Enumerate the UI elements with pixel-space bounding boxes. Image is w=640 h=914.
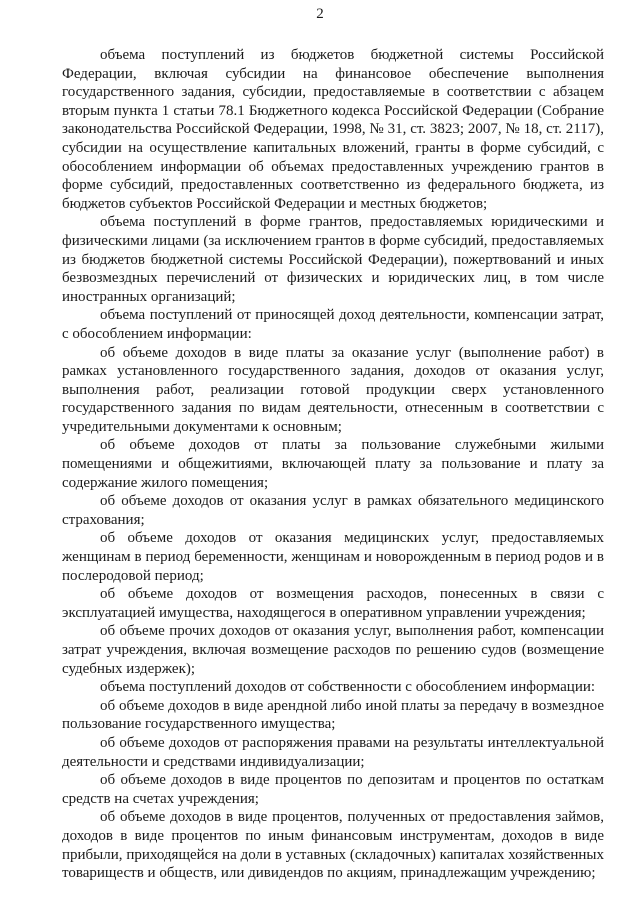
paragraph: объема поступлений в форме грантов, предоставляемых юридическими и физическими лицами (за исключением грантов в форме субсидий, предоставляемых из бюджетов бюджетной системы Российской Федерации), пожертвований и иных безвозмездных перечислений от физических и юридических лиц, в том числе иностранных организаций;	[62, 214, 604, 305]
paragraph: об объеме доходов от оказания услуг в рамках обязательного медицинского страхования;	[62, 493, 604, 528]
paragraph: об объеме доходов от платы за пользование служебными жилыми помещениями и общежитиями, включающей плату за пользование и плату за содержание жилого помещения;	[62, 437, 604, 491]
paragraph: об объеме доходов в виде процентов по депозитам и процентов по остаткам средств на счетах учреждения;	[62, 772, 604, 807]
paragraph: об объеме доходов в виде процентов, полученных от предоставления займов, доходов в виде процентов по иным финансовым инструментам, доходов в виде прибыли, приходящейся на доли в уставных (складочных) капиталах хозяйственных товариществ и обществ, или дивидендов по акциям, принадлежащим учреждению;	[62, 809, 604, 882]
paragraph: об объеме доходов в виде платы за оказание услуг (выполнение работ) в рамках установленного государственного задания, доходов от оказания услуг, выполнения работ, реализации готовой продукции сверх установленного государственного задания по видам деятельности, отнесенным в соответствии с учредительными документами к основным;	[62, 344, 604, 435]
document-body	[62, 46, 604, 883]
page-number: 2	[316, 6, 324, 22]
paragraph: об объеме прочих доходов от оказания услуг, выполнения работ, компенсации затрат учреждения, включая возмещение расходов по решению судов (возмещение судебных издержек);	[62, 623, 604, 677]
paragraph: об объеме доходов от возмещения расходов, понесенных в связи с эксплуатацией имущества, находящегося в оперативном управлении учреждения;	[62, 586, 604, 621]
paragraph: объема поступлений от приносящей доход деятельности, компенсации затрат, с обособлением информации:	[62, 307, 604, 342]
paragraph: об объеме доходов от распоряжения правами на результаты интеллектуальной деятельности и средствами индивидуализации;	[62, 734, 604, 770]
paragraph: об объеме доходов от оказания медицинских услуг, предоставляемых женщинам в период беременности, женщинам и новорожденным в период родов и в послеродовой период;	[62, 530, 604, 584]
paragraph: об объеме доходов в виде арендной либо иной платы за передачу в возмездное пользование государственного имущества;	[62, 697, 604, 733]
paragraph: объема поступлений из бюджетов бюджетной системы Российской Федерации, включая субсидии на финансовое обеспечение выполнения государственного задания, субсидии, предоставляемые в соответствии с абзацем вторым пункта 1 статьи 78.1 Бюджетного кодекса Российской Федерации (Собрание законодательства Российской Федерации, 1998, № 31, ст. 3823; 2007, № 18, ст. 2117), субсидии на осуществление капитальных вложений, гранты в форме субсидий, с обособлением информации об объемах предоставленных учреждению грантов в форме субсидий, предоставленных соответственно из федерального бюджета, из бюджетов субъектов Российской Федерации и местных бюджетов;	[62, 47, 604, 212]
paragraph: объема поступлений доходов от собственности с обособлением информации:	[100, 679, 596, 696]
